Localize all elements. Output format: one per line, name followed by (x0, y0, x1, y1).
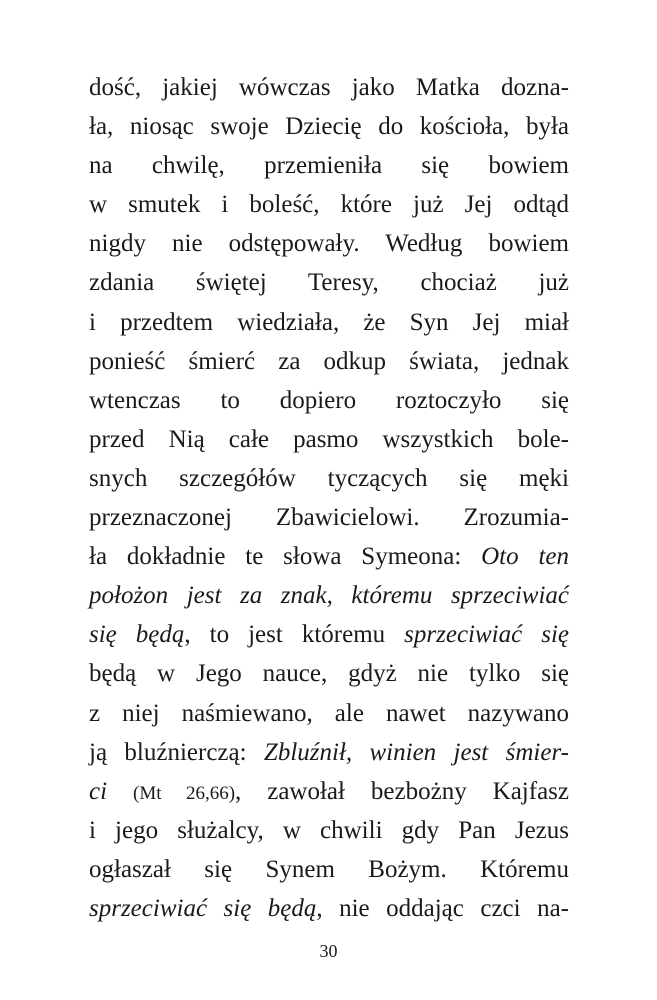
text-line (89, 733, 569, 772)
text-run: , to jest któremu (184, 621, 405, 649)
text-run: przed Nią całe pasmo wszystkich bole- (89, 425, 569, 453)
text-run: ła dokładnie te słowa Symeona: (89, 543, 482, 571)
text-line (89, 850, 569, 889)
text-line (89, 420, 569, 459)
text-line-content (89, 582, 569, 609)
text-run: ją bluźnierczą: (89, 738, 264, 766)
italic-quote: sprzeciwiać się (404, 621, 569, 649)
text-line-content (89, 191, 569, 218)
text-line (89, 224, 569, 263)
text-line-content (89, 856, 569, 883)
text-run: ponieść śmierć za odkup świata, jednak (89, 347, 569, 375)
text-line (89, 889, 569, 928)
text-run: nigdy nie odstępowały. Według bowiem (89, 230, 569, 258)
text-run: , nie oddając czci na- (316, 894, 569, 922)
italic-quote: ci (89, 777, 108, 805)
text-line (89, 342, 569, 381)
text-run: na chwilę, przemieniła się bowiem (89, 152, 569, 180)
text-line (89, 381, 569, 420)
text-run: wtenczas to dopiero roztoczyło się (89, 386, 569, 414)
text-line (89, 303, 569, 342)
text-run: ła, niosąc swoje Dziecię do kościoła, była (89, 113, 569, 141)
text-line-content (89, 74, 569, 101)
text-line (89, 498, 569, 537)
text-line (89, 68, 569, 107)
text-line-content (89, 543, 569, 570)
text-run: , zawołał bezbożny Kajfasz (235, 777, 569, 805)
text-line (89, 459, 569, 498)
text-run: i przedtem wiedziała, że Syn Jej miał (89, 308, 569, 336)
text-line-content (89, 895, 569, 922)
text-line (89, 185, 569, 224)
text-line-content (89, 426, 569, 453)
text-run: w smutek i boleść, które już Jej odtąd (89, 191, 569, 219)
italic-quote: położon jest za znak, któremu sprzeciwiać (89, 582, 569, 610)
text-line-content (89, 700, 569, 727)
text-line-content (89, 660, 569, 687)
text-run: dość, jakiej wówczas jako Matka dozna- (89, 74, 569, 101)
text-line-content (89, 113, 569, 140)
text-line-content (89, 269, 569, 296)
text-line-content (89, 309, 569, 336)
text-line-content (89, 621, 569, 648)
text-line-content (89, 152, 569, 179)
text-line (89, 615, 569, 654)
italic-quote: Oto ten (481, 543, 569, 571)
text-line (89, 694, 569, 733)
text-line-content (89, 387, 569, 414)
text-run (107, 778, 133, 805)
text-line (89, 146, 569, 185)
text-line-content (89, 778, 569, 805)
text-line (89, 107, 569, 146)
bible-reference: (Mt 26,66) (133, 782, 236, 804)
page-number: 30 (319, 941, 338, 961)
body-paragraph (89, 68, 569, 928)
italic-quote: sprzeciwiać się będą (89, 894, 317, 922)
text-line (89, 263, 569, 302)
italic-quote: się będą (89, 621, 185, 649)
text-run: przeznaczonej Zbawicielowi. Zrozumia- (89, 504, 569, 532)
text-line-content (89, 465, 569, 492)
text-line (89, 654, 569, 693)
italic-quote: Zbluźnił, winien jest śmier- (263, 738, 569, 766)
text-run: będą w Jego nauce, gdyż nie tylko się (89, 660, 569, 688)
text-line (89, 576, 569, 615)
text-run: ogłaszał się Synem Bożym. Któremu (89, 855, 569, 883)
text-run: z niej naśmiewano, ale nawet nazywano (89, 699, 569, 727)
text-line (89, 537, 569, 576)
text-line-content (89, 230, 569, 257)
text-line-content (89, 817, 569, 844)
text-line-content (89, 348, 569, 375)
text-line-content (89, 739, 569, 766)
text-run: zdania świętej Teresy, chociaż już (89, 269, 569, 297)
text-line (89, 772, 569, 811)
text-run: snych szczegółów tyczących się męki (89, 464, 569, 492)
text-run: i jego służalcy, w chwili gdy Pan Jezus (89, 816, 569, 844)
text-line (89, 811, 569, 850)
text-line-content (89, 504, 569, 531)
